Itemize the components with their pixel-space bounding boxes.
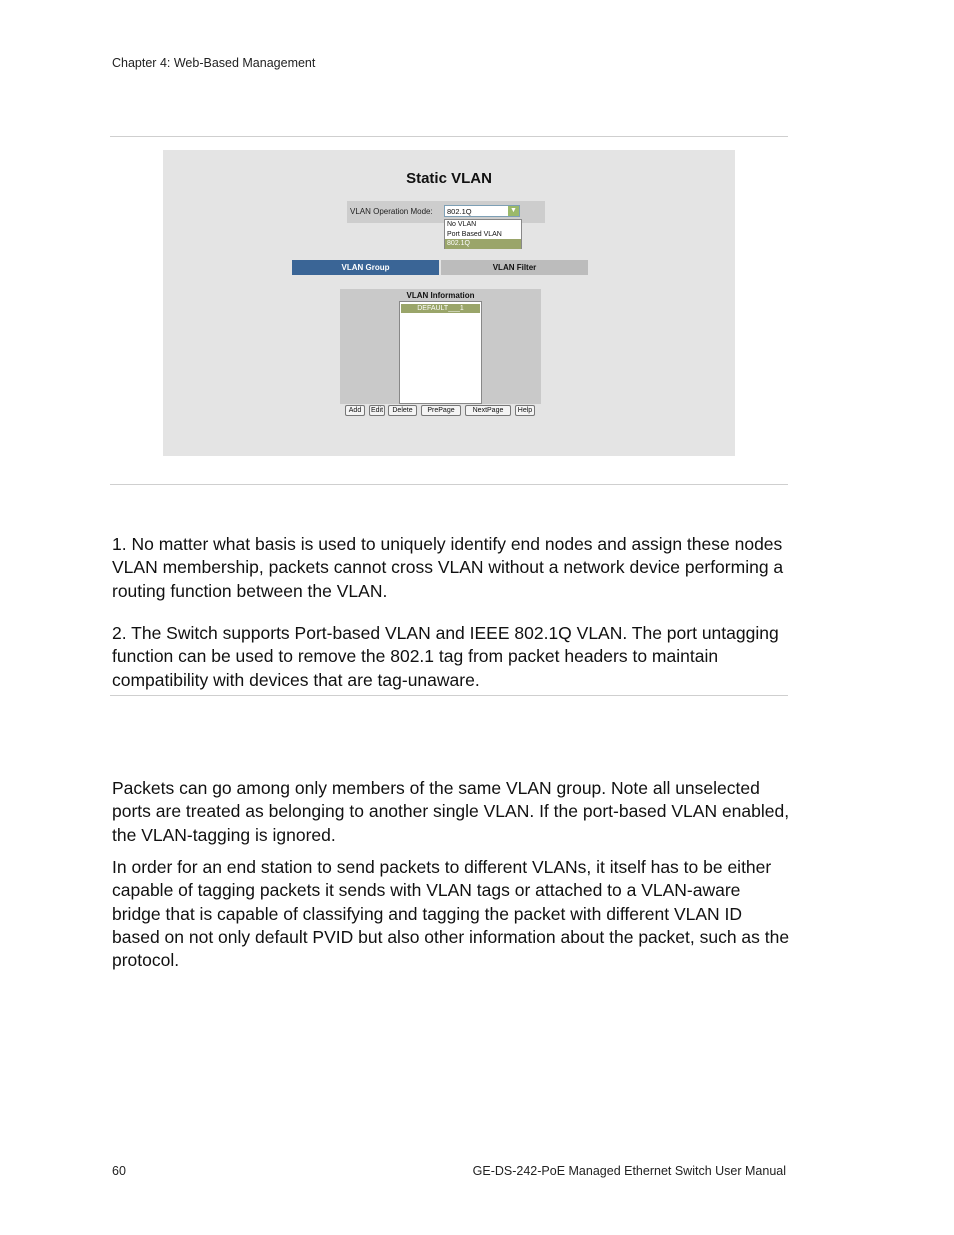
page-number: 60 [112,1164,126,1178]
list-item[interactable]: DEFAULT___1 [401,304,480,313]
note-2: 2. The Switch supports Port-based VLAN and IEEE 802.1Q VLAN. The port untagging function can be used to remove the 802.1 tag from packet headers to maintain compatibility with devices that are tag-unaware. [112,623,779,690]
chevron-down-icon[interactable]: ▼ [508,206,519,216]
body-paragraph-2: In order for an end station to send packets to different VLANs, it itself has to be either capable of tagging packets it sends with VLAN tags or attached to a VLAN-aware bridge that is capable of classifying and tagging the packet with different VLAN ID based on not only default PVID but also other information about the packet, such as the protocol. [112,857,790,971]
manual-title: GE-DS-242-PoE Managed Ethernet Switch User Manual [472,1164,786,1178]
chapter-header: Chapter 4: Web-Based Management [112,56,316,70]
option-port-based-vlan[interactable]: Port Based VLAN [447,230,502,238]
help-button[interactable]: Help [515,405,535,416]
static-vlan-screenshot [163,150,735,456]
nextpage-button[interactable]: NextPage [465,405,511,416]
top-divider [110,136,788,137]
vlan-mode-dropdown [444,219,522,249]
delete-button[interactable]: Delete [388,405,417,416]
body-paragraph-1: Packets can go among only members of the same VLAN group. Note all unselected ports are treated as belonging to another single VLAN. If the port-based VLAN enabled, the VLAN-tagging is ignored. [112,778,790,845]
vlan-mode-value: 802.1Q [447,207,472,216]
option-no-vlan[interactable]: No VLAN [447,221,477,228]
prepage-button[interactable]: PrePage [421,405,461,416]
vlan-mode-label: VLAN Operation Mode: [350,207,433,216]
panel-title: Static VLAN [406,170,492,187]
note-divider [110,695,788,696]
note-1: 1. No matter what basis is used to uniquely identify end nodes and assign these nodes VLAN membership, packets cannot cross VLAN without a network device performing a routing function between the VLAN. [112,534,784,601]
tab-vlan-filter[interactable]: VLAN Filter [441,260,588,275]
add-button[interactable]: Add [345,405,365,416]
vlan-mode-select[interactable] [444,205,520,217]
option-8021q[interactable]: 802.1Q [445,239,521,249]
vlan-information-title: VLAN Information [406,291,475,300]
tab-vlan-group[interactable]: VLAN Group [292,260,439,275]
edit-button[interactable]: Edit [370,407,384,414]
middle-divider [110,484,788,485]
vlan-list[interactable] [399,301,482,404]
vlan-information-panel [340,289,541,404]
